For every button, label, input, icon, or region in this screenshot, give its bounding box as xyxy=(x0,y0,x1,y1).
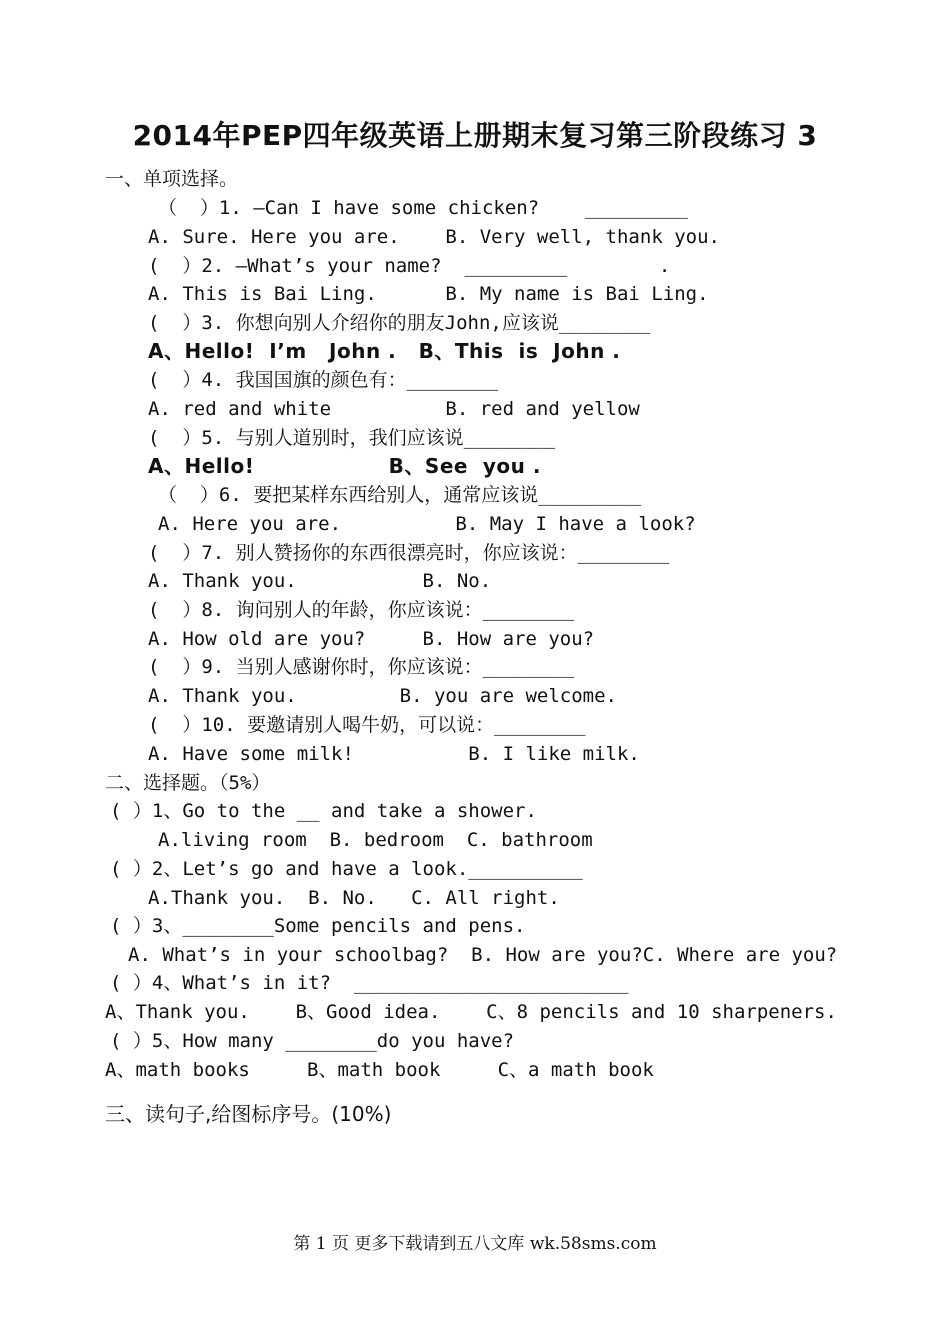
page-title: 2014年PEP四年级英语上册期末复习第三阶段练习 3 xyxy=(132,119,818,152)
question-9-options: A. Thank you. B. you are welcome. xyxy=(148,685,617,707)
choice-4: ( ）4、What’s in it? ________________________ xyxy=(110,972,629,994)
question-9: ( ）9. 当别人感谢你时，你应该说：________ xyxy=(148,656,575,678)
question-6: （ ）6. 要把某样东西给别人，通常应该说_________ xyxy=(158,484,642,506)
choice-1: ( ）1、Go to the __ and take a shower. xyxy=(110,800,537,822)
choice-2: ( ）2、Let’s go and have a look.__________ xyxy=(110,858,583,880)
choice-4-options: A、Thank you. B、Good idea. C、8 pencils and 10 sharpeners. xyxy=(105,1001,837,1023)
choice-5-options: A、math books B、math book C、a math book xyxy=(105,1059,654,1081)
section1-heading: 一、单项选择。 xyxy=(105,168,239,190)
page-footer: 第 1 页 更多下载请到五八文库 wk.58sms.com xyxy=(293,1234,657,1254)
question-2: ( ）2. —What’s your name? _________ . xyxy=(148,255,671,277)
question-8-options: A. How old are you? B. How are you? xyxy=(148,628,595,650)
question-4: ( ）4. 我国国旗的颜色有：________ xyxy=(148,369,499,391)
question-3-options: A、Hello! I’m John . B、This is John . xyxy=(148,339,621,363)
question-10: ( ）10. 要邀请别人喝牛奶，可以说：________ xyxy=(148,714,586,736)
question-5-options: A、Hello! B、See you . xyxy=(148,454,541,478)
choice-5: ( ）5、How many ________do you have? xyxy=(110,1030,515,1052)
question-7-options: A. Thank you. B. No. xyxy=(148,570,492,592)
question-10-options: A. Have some milk! B. I like milk. xyxy=(148,743,640,765)
section3-heading: 三、读句子,给图标序号。(10%) xyxy=(105,1102,392,1126)
question-6-options: A. Here you are. B. May I have a look? xyxy=(158,513,696,535)
question-3: ( ）3. 你想向别人介绍你的朋友John,应该说________ xyxy=(148,312,651,334)
question-8: ( ）8. 询问别人的年龄，你应该说：________ xyxy=(148,599,575,621)
section2-heading: 二、选择题。（5%） xyxy=(105,772,271,794)
choice-3-options: A. What’s in your schoolbag? B. How are you?C. Where are you? xyxy=(128,944,838,966)
question-2-options: A. This is Bai Ling. B. My name is Bai Ling. xyxy=(148,283,709,305)
question-1-options: A. Sure. Here you are. B. Very well, thank you. xyxy=(148,226,720,248)
question-5: ( ）5. 与别人道别时，我们应该说________ xyxy=(148,427,556,449)
choice-3: ( ）3、________Some pencils and pens. xyxy=(110,915,526,937)
question-7: ( ）7. 别人赞扬你的东西很漂亮时，你应该说：________ xyxy=(148,542,670,564)
choice-1-options: A.living room B. bedroom C. bathroom xyxy=(158,829,593,851)
choice-2-options: A.Thank you. B. No. C. All right. xyxy=(148,887,560,909)
question-4-options: A. red and white B. red and yellow xyxy=(148,398,640,420)
question-1: （ ）1. —Can I have some chicken? _________ xyxy=(158,197,688,219)
